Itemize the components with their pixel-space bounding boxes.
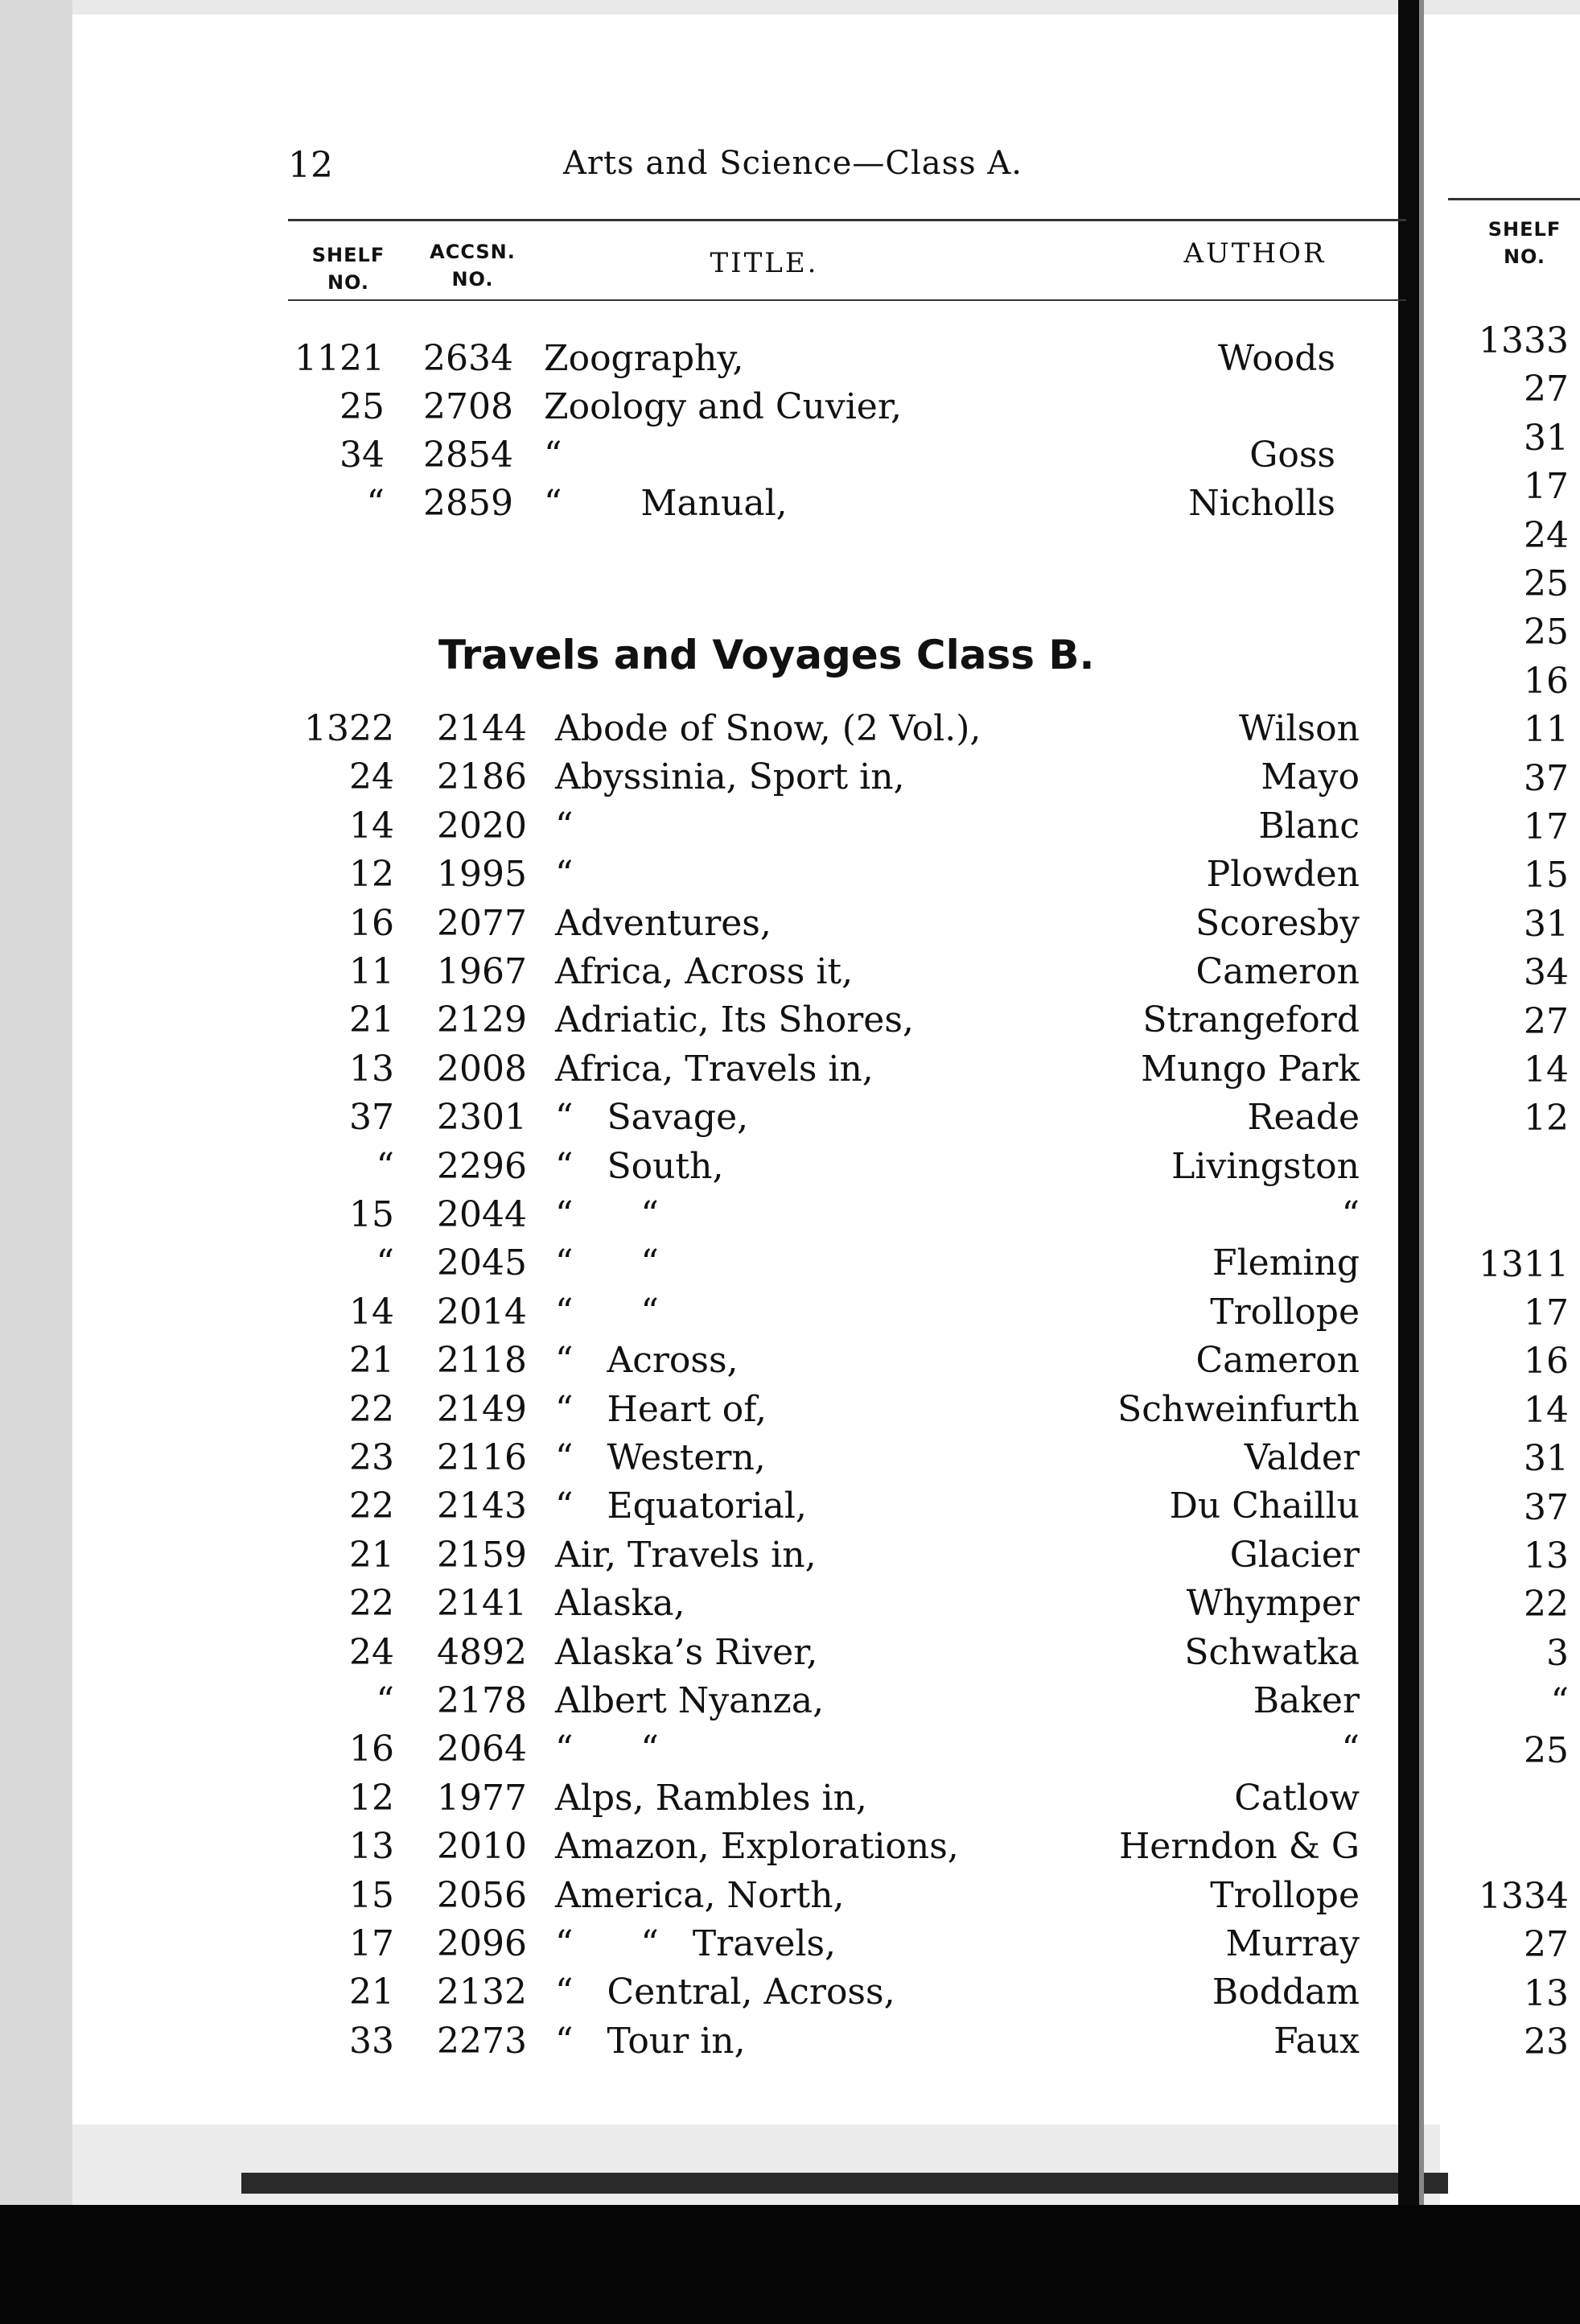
entry-title: Alps, Rambles in, xyxy=(555,1777,867,1819)
accession-number: 2096 xyxy=(437,1923,527,1964)
header-rule-bottom xyxy=(288,299,1406,301)
list-item xyxy=(0,708,1400,756)
right-page-shelf-number: 25 xyxy=(1524,563,1569,604)
entry-title: “ Tour in, xyxy=(555,2020,746,2062)
list-item xyxy=(0,1292,1400,1340)
entry-author: Mayo xyxy=(1261,756,1360,798)
entry-title: Adriatic, Its Shores, xyxy=(555,999,914,1041)
entry-title: America, North, xyxy=(555,1874,845,1916)
shelf-number: 13 xyxy=(349,1048,394,1090)
shelf-number: 34 xyxy=(339,435,385,476)
entry-title: “ South, xyxy=(555,1145,724,1187)
accession-number: 2149 xyxy=(437,1388,527,1430)
shelf-number: 1121 xyxy=(294,338,385,379)
list-item xyxy=(0,435,1400,483)
entry-author: Trollope xyxy=(1210,1291,1360,1333)
accession-number: 2854 xyxy=(423,435,513,476)
accession-number: 2144 xyxy=(437,708,527,749)
right-page-shelf-number: 11 xyxy=(1524,709,1569,751)
list-item xyxy=(0,854,1400,902)
entry-title: Alaska, xyxy=(555,1583,685,1625)
accession-number: 2634 xyxy=(423,338,513,379)
shelf-number: 33 xyxy=(349,2020,394,2062)
list-item xyxy=(0,1535,1400,1583)
right-page-shelf-number: 24 xyxy=(1524,514,1569,556)
right-page-shelf-number: 25 xyxy=(1524,612,1569,653)
list-item xyxy=(0,1875,1400,1923)
scan-border-bottom xyxy=(0,2205,1580,2324)
shelf-number: 1322 xyxy=(304,708,394,749)
entry-title: “ “ xyxy=(555,1291,659,1333)
list-item xyxy=(0,1972,1400,2020)
entry-title: Air, Travels in, xyxy=(555,1534,817,1576)
entry-author: Schwatka xyxy=(1184,1631,1360,1673)
accession-number: 1967 xyxy=(437,951,527,992)
page-number: 12 xyxy=(288,145,333,186)
entry-title: “ “ Travels, xyxy=(555,1923,837,1964)
right-page-shelf-number: 31 xyxy=(1524,903,1569,945)
right-page-shelf-number: 1333 xyxy=(1479,320,1569,361)
entry-author: Schweinfurth xyxy=(1117,1388,1360,1430)
column-header-accsn-line2: NO. xyxy=(451,268,494,290)
section-title-travels: Travels and Voyages Class B. xyxy=(438,632,1095,678)
entry-title: “ Equatorial, xyxy=(555,1485,807,1527)
column-header-accsn xyxy=(406,238,539,293)
shelf-number: 23 xyxy=(349,1437,394,1478)
entry-author: Reade xyxy=(1247,1097,1360,1139)
right-page-shelf-number: 12 xyxy=(1524,1098,1569,1139)
shelf-number: 13 xyxy=(349,1826,394,1868)
entry-title: “ Across, xyxy=(555,1340,739,1382)
entry-author: Whymper xyxy=(1186,1583,1360,1625)
accession-number: 2045 xyxy=(437,1242,527,1284)
list-item xyxy=(0,1680,1400,1729)
column-header-shelf-line1: SHELF xyxy=(311,244,385,266)
right-page-shelf-number: 17 xyxy=(1524,1292,1569,1333)
list-item xyxy=(0,338,1400,386)
entry-author: “ xyxy=(1341,1729,1360,1770)
right-page-shelf-number: 34 xyxy=(1524,952,1569,994)
entry-author: Valder xyxy=(1244,1437,1360,1478)
entry-author: Blanc xyxy=(1258,805,1360,847)
right-page-shelf-number: 25 xyxy=(1524,1729,1569,1771)
list-item xyxy=(0,1632,1400,1680)
shelf-number: 22 xyxy=(349,1388,394,1430)
list-item xyxy=(0,1485,1400,1534)
accession-number: 2186 xyxy=(437,756,527,798)
right-page-shelf-number: 31 xyxy=(1524,417,1569,459)
page-bottom-rule xyxy=(241,2173,1448,2194)
accession-number: 2708 xyxy=(423,386,513,427)
entry-author: “ xyxy=(1341,1194,1360,1235)
gutter-edge xyxy=(1419,0,1424,2205)
shelf-number: 15 xyxy=(349,1874,394,1916)
entry-author: Faux xyxy=(1273,2020,1360,2062)
entry-title: “ xyxy=(555,854,574,896)
shelf-number: 15 xyxy=(349,1194,394,1235)
entry-author: Herndon & G xyxy=(1118,1826,1360,1868)
entry-title: Adventures, xyxy=(555,902,771,944)
entry-author: Scoresby xyxy=(1195,902,1360,944)
right-page-shelf-line1: SHELF xyxy=(1487,218,1561,241)
list-item xyxy=(0,1242,1400,1291)
right-page-shelf-number: 17 xyxy=(1524,466,1569,508)
accession-number: 1995 xyxy=(437,854,527,896)
list-item xyxy=(0,386,1400,435)
column-header-shelf xyxy=(288,241,409,296)
list-item xyxy=(0,1146,1400,1194)
shelf-number: 24 xyxy=(349,1631,394,1673)
list-item xyxy=(0,1097,1400,1145)
column-header-accsn-line1: ACCSN. xyxy=(430,241,516,263)
accession-number: 2056 xyxy=(437,1874,527,1916)
list-item xyxy=(0,903,1400,951)
right-page-shelf-line2: NO. xyxy=(1503,245,1546,268)
accession-number: 2077 xyxy=(437,902,527,944)
shelf-number: 16 xyxy=(349,1729,394,1770)
scan-border-top xyxy=(0,0,1580,14)
accession-number: 2116 xyxy=(437,1437,527,1478)
column-header-title: TITLE. xyxy=(710,247,819,279)
right-page-shelf-number: 17 xyxy=(1524,806,1569,847)
entry-title: “ Heart of, xyxy=(555,1388,767,1430)
list-item xyxy=(0,951,1400,999)
entry-author: Woods xyxy=(1218,338,1335,379)
entry-title: “ Western, xyxy=(555,1437,766,1478)
entry-author: Mungo Park xyxy=(1141,1048,1360,1090)
entry-title: Zoology and Cuvier, xyxy=(544,386,903,427)
accession-number: 2010 xyxy=(437,1826,527,1868)
entry-title: Albert Nyanza, xyxy=(555,1680,825,1721)
accession-number: 2859 xyxy=(423,483,513,524)
shelf-number: 24 xyxy=(349,756,394,798)
accession-number: 1977 xyxy=(437,1777,527,1819)
entry-title: “ Central, Across, xyxy=(555,1972,895,2013)
accession-number: 2143 xyxy=(437,1485,527,1527)
list-item xyxy=(0,1049,1400,1097)
accession-number: 2118 xyxy=(437,1340,527,1382)
accession-number: 2132 xyxy=(437,1972,527,2013)
right-page-shelf-number: 27 xyxy=(1524,1000,1569,1042)
accession-number: 4892 xyxy=(437,1631,527,1673)
list-item xyxy=(0,1194,1400,1242)
entry-title: “ “ xyxy=(555,1729,659,1770)
shelf-number: “ xyxy=(366,483,385,524)
accession-number: 2129 xyxy=(437,999,527,1041)
entry-title: “ xyxy=(555,805,574,847)
shelf-number: 14 xyxy=(349,1291,394,1333)
list-item xyxy=(0,1778,1400,1826)
shelf-number: 22 xyxy=(349,1583,394,1625)
entry-title: “ Savage, xyxy=(555,1097,749,1139)
entry-author: Glacier xyxy=(1229,1534,1360,1576)
right-page-shelf-number: 14 xyxy=(1524,1389,1569,1431)
list-item xyxy=(0,1389,1400,1437)
running-head: Arts and Science—Class A. xyxy=(563,145,1022,182)
entry-title: “ “ xyxy=(555,1242,659,1284)
entry-author: Wilson xyxy=(1238,708,1360,749)
shelf-number: 37 xyxy=(349,1097,394,1139)
entry-author: Strangeford xyxy=(1142,999,1360,1041)
entry-title: Amazon, Explorations, xyxy=(555,1826,959,1868)
accession-number: 2301 xyxy=(437,1097,527,1139)
accession-number: 2008 xyxy=(437,1048,527,1090)
entry-author: Goss xyxy=(1249,435,1335,476)
shelf-number: 25 xyxy=(339,386,385,427)
shelf-number: 11 xyxy=(349,951,394,992)
right-page-shelf-number: 1334 xyxy=(1479,1875,1569,1917)
list-item xyxy=(0,1437,1400,1485)
accession-number: 2178 xyxy=(437,1680,527,1721)
entry-title: Africa, Across it, xyxy=(555,951,854,992)
shelf-number: 21 xyxy=(349,999,394,1041)
list-item xyxy=(0,1729,1400,1777)
header-rule-top xyxy=(288,219,1406,221)
entry-author: Nicholls xyxy=(1188,483,1335,524)
list-item xyxy=(0,1340,1400,1388)
entry-author: Trollope xyxy=(1210,1874,1360,1916)
accession-number: 2020 xyxy=(437,805,527,847)
right-page-shelf-number: 31 xyxy=(1524,1438,1569,1480)
entry-author: Plowden xyxy=(1206,854,1360,896)
list-item xyxy=(0,999,1400,1048)
shelf-number: 12 xyxy=(349,1777,394,1819)
list-item xyxy=(0,1583,1400,1631)
shelf-number: 21 xyxy=(349,1972,394,2013)
entry-title: Zoography, xyxy=(544,338,744,379)
entry-author: Livingston xyxy=(1171,1145,1360,1187)
shelf-number: 12 xyxy=(349,854,394,896)
shelf-number: 22 xyxy=(349,1485,394,1527)
shelf-number: “ xyxy=(376,1680,394,1721)
right-page-shelf-number: 27 xyxy=(1524,369,1569,410)
accession-number: 2159 xyxy=(437,1534,527,1576)
entry-author: Catlow xyxy=(1234,1777,1360,1819)
accession-number: 2273 xyxy=(437,2020,527,2062)
right-page-shelf-number: 14 xyxy=(1524,1049,1569,1090)
right-page-shelf-number: 27 xyxy=(1524,1924,1569,1966)
right-page-shelf-number: 3 xyxy=(1546,1632,1569,1674)
entry-author: Baker xyxy=(1253,1680,1360,1721)
entry-author: Murray xyxy=(1225,1923,1360,1964)
accession-number: 2044 xyxy=(437,1194,527,1235)
right-page-shelf-number: 13 xyxy=(1524,1972,1569,2014)
column-header-author: AUTHOR xyxy=(1183,237,1327,270)
right-page-shelf-number: 37 xyxy=(1524,757,1569,799)
right-page-shelf-column xyxy=(1448,0,1569,2173)
entry-author: Cameron xyxy=(1195,1340,1360,1382)
entry-author: Boddam xyxy=(1212,1972,1360,2013)
entry-title: “ Manual, xyxy=(544,483,788,524)
right-page-shelf-number: “ xyxy=(1550,1681,1569,1723)
shelf-number: 17 xyxy=(349,1923,394,1964)
shelf-number: 16 xyxy=(349,902,394,944)
entry-title: “ “ xyxy=(555,1194,659,1235)
entry-author: Cameron xyxy=(1195,951,1360,992)
right-page-shelf-number: 37 xyxy=(1524,1486,1569,1528)
list-item xyxy=(0,756,1400,805)
accession-number: 2141 xyxy=(437,1583,527,1625)
shelf-number: 14 xyxy=(349,805,394,847)
shelf-number: 21 xyxy=(349,1534,394,1576)
right-page-shelf-number: 16 xyxy=(1524,1341,1569,1382)
right-page-shelf-number: 16 xyxy=(1524,660,1569,702)
entry-title: “ xyxy=(544,435,562,476)
right-page-shelf-number: 22 xyxy=(1524,1584,1569,1626)
shelf-number: 21 xyxy=(349,1340,394,1382)
entry-title: Abode of Snow, (2 Vol.), xyxy=(555,708,981,749)
entry-title: Abyssinia, Sport in, xyxy=(555,756,905,798)
accession-number: 2296 xyxy=(437,1145,527,1187)
list-item xyxy=(0,2021,1400,2069)
list-item xyxy=(0,1923,1400,1972)
shelf-number: “ xyxy=(376,1242,394,1284)
accession-number: 2064 xyxy=(437,1729,527,1770)
right-page-shelf-number: 13 xyxy=(1524,1535,1569,1576)
right-page-shelf-number: 1311 xyxy=(1479,1243,1569,1285)
entry-author: Fleming xyxy=(1212,1242,1360,1284)
list-item xyxy=(0,483,1400,531)
right-page-shelf-number: 15 xyxy=(1524,855,1569,896)
column-header-shelf-line2: NO. xyxy=(327,271,370,294)
shelf-number: “ xyxy=(376,1145,394,1187)
accession-number: 2014 xyxy=(437,1291,527,1333)
list-item xyxy=(0,806,1400,854)
entry-title: Africa, Travels in, xyxy=(555,1048,874,1090)
entry-author: Du Chaillu xyxy=(1169,1485,1360,1527)
list-item xyxy=(0,1826,1400,1874)
book-gutter xyxy=(1398,0,1419,2205)
entry-title: Alaska’s River, xyxy=(555,1631,818,1673)
right-page-shelf-number: 23 xyxy=(1524,2021,1569,2062)
